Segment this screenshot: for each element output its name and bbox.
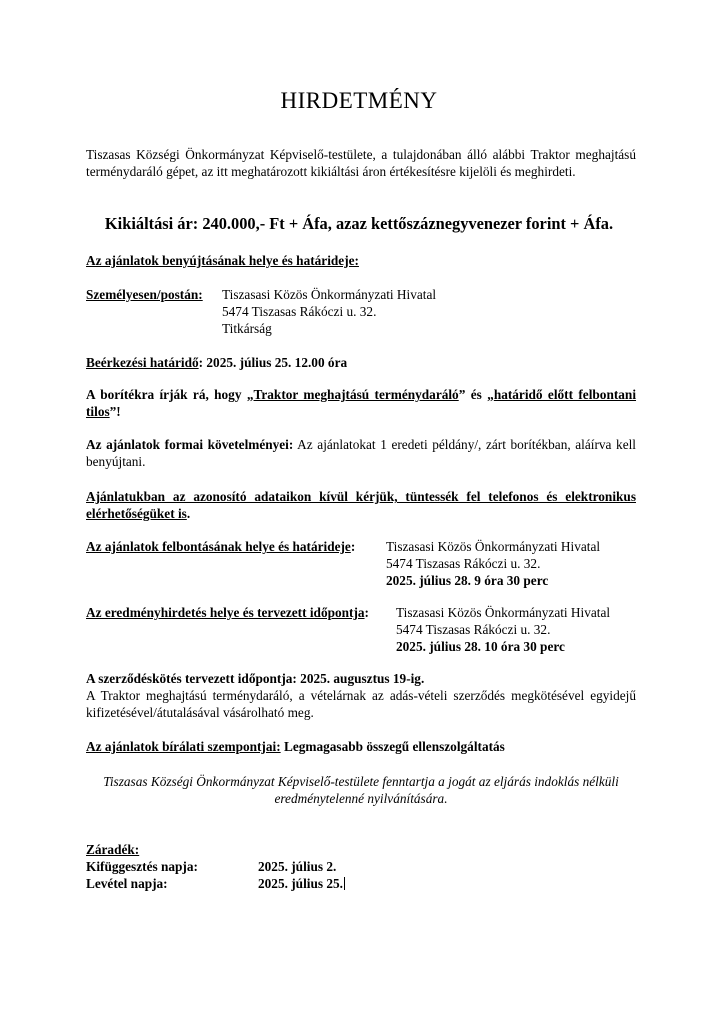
envelope-end: ”! (109, 404, 121, 419)
opening-heading (86, 538, 355, 555)
result-date: 2025. július 28. 10 óra 30 perc (396, 639, 565, 654)
criteria-value: Legmagasabb összegű ellenszolgáltatás (280, 739, 505, 754)
submission-label: Személyesen/postán: (86, 287, 203, 302)
envelope-item: Traktor meghajtású terménydaráló (253, 387, 459, 402)
submission-address-line-1: Tiszasasi Közös Önkormányzati Hivatal (222, 287, 437, 302)
formal-label: Az ajánlatok formai követelményei: (86, 437, 294, 452)
opening-address-line-2: 5474 Tiszasas Rákóczi u. 32. (386, 556, 541, 571)
envelope-instruction (86, 386, 636, 420)
criteria (86, 738, 505, 755)
submission-address-line-2: 5474 Tiszasas Rákóczi u. 32. (222, 304, 377, 319)
result-label: Az eredményhirdetés helye és tervezett időpontja (86, 605, 365, 620)
contract-heading: A szerződéskötés tervezett időpontja: 2025. augusztus 19-ig. (86, 671, 425, 686)
result-address-line-1: Tiszasasi Közös Önkormányzati Hivatal (396, 605, 611, 620)
envelope-warning: határidő előtt felbontani tilos (86, 387, 637, 419)
opening-address-line-1: Tiszasasi Közös Önkormányzati Hivatal (386, 539, 601, 554)
result-address-line-2: 5474 Tiszasas Rákóczi u. 32. (396, 622, 551, 637)
text-cursor (344, 877, 345, 890)
contact-request-text: Ajánlatukban az azonosító adataikon kívül kérjük, tüntessék fel telefonos és elektronikus elérhetőségüket is (86, 489, 636, 521)
formal-text: Az ajánlatokat 1 eredeti példány/, zárt borítékban, aláírva kell benyújtani. (86, 437, 636, 469)
clause-heading: Záradék: (86, 842, 140, 857)
intro-paragraph: Tiszasas Községi Önkormányzat Képviselő-testülete, a tulajdonában álló alábbi Traktor meghajtású terménydaráló gépet, az itt meghatározott kikiáltási áron értékesítésre kijelöli és meghirdeti. (86, 147, 636, 179)
submission-address-line-3: Titkárság (222, 321, 272, 336)
opening-label: Az ajánlatok felbontásának helye és határideje (86, 539, 351, 554)
envelope-pre: A borítékra írják rá, hogy „ (86, 387, 254, 402)
submission-heading: Az ajánlatok benyújtásának helye és határideje: (86, 253, 359, 268)
contract-text: A Traktor meghajtású terménydaráló, a vételárnak az adás-vételi szerződés megkötésével egyidejű kifizetésével/átutalásával vásárolható meg. (86, 688, 636, 720)
page-title: HIRDETMÉNY (280, 88, 438, 113)
reservation-note: Tiszasas Községi Önkormányzat Képviselő-testülete fenntartja a jogát az eljárás indoklás nélküli eredménytelenné nyilvánítására. (103, 774, 619, 806)
envelope-mid: ” és „ (458, 387, 494, 402)
contact-request-end: . (186, 506, 191, 521)
result-heading (86, 604, 369, 621)
deadline (86, 354, 347, 371)
clause-removed-row (258, 875, 345, 892)
opening-date: 2025. július 28. 9 óra 30 perc (386, 573, 549, 588)
formal-requirements (86, 436, 636, 470)
criteria-label: Az ajánlatok bírálati szempontjai: (86, 739, 281, 754)
contact-request (86, 488, 636, 522)
deadline-label: Beérkezési határidő (86, 355, 199, 370)
deadline-value: : 2025. július 25. 12.00 óra (198, 355, 348, 370)
clause-removed-label: Levétel napja: (86, 876, 168, 891)
result-colon: : (364, 605, 369, 620)
clause-posted-label: Kifüggesztés napja: (86, 859, 198, 874)
clause-posted-date: 2025. július 2. (258, 859, 337, 874)
clause-removed-date: 2025. július 25. (258, 876, 343, 891)
opening-colon: : (350, 539, 356, 554)
starting-price: Kikiáltási ár: 240.000,- Ft + Áfa, azaz kettőszáznegyvenezer forint + Áfa. (104, 214, 614, 233)
